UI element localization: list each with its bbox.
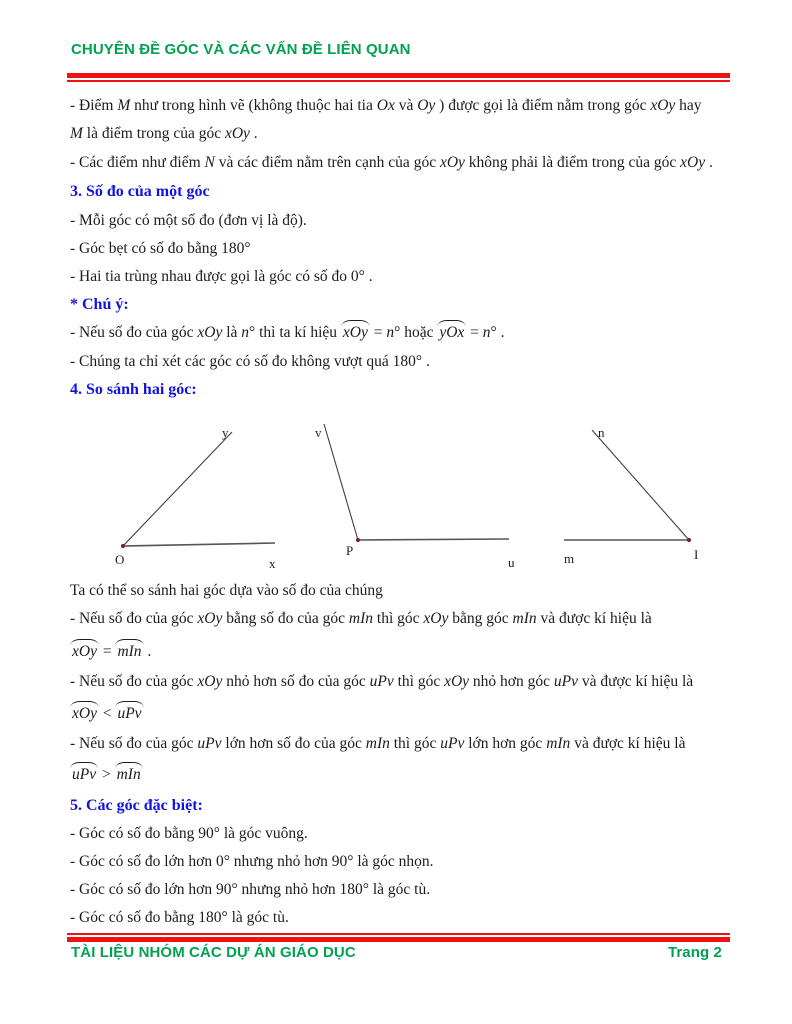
text-run: uPv bbox=[553, 673, 578, 690]
text-run: thì góc bbox=[373, 610, 424, 627]
document-title: CHUYÊN ĐỀ GÓC VÀ CÁC VẤN ĐỀ LIÊN QUAN bbox=[71, 41, 411, 58]
text-run: ° . bbox=[490, 324, 505, 341]
paragraph-line bbox=[70, 239, 730, 259]
text-run: hay bbox=[675, 97, 702, 114]
text-run: M bbox=[117, 97, 131, 114]
paragraph-line bbox=[70, 824, 730, 844]
text-run: - Góc có số đo bằng 90° là góc vuông. bbox=[70, 825, 308, 842]
text-run: . bbox=[249, 125, 258, 142]
text-run: . bbox=[143, 643, 152, 660]
paragraph-line bbox=[70, 267, 730, 287]
page-number: Trang 2 bbox=[667, 944, 722, 961]
vertex-dot bbox=[356, 538, 360, 542]
text-run: Ox bbox=[376, 97, 395, 114]
angle-notation: mIn bbox=[117, 643, 142, 660]
paragraph-line bbox=[70, 323, 730, 343]
paragraph-line bbox=[70, 908, 730, 928]
text-run: lớn hơn góc bbox=[464, 735, 547, 752]
ray-label-u: u bbox=[508, 555, 515, 570]
vertex-dot bbox=[121, 544, 125, 548]
text-run: - Nếu số đo của góc bbox=[70, 673, 198, 690]
text-run: - Chúng ta chỉ xét các góc có số đo không vượt quá 180° . bbox=[70, 353, 430, 370]
text-run: - Nếu số đo của góc bbox=[70, 735, 198, 752]
paragraph-line bbox=[70, 96, 730, 116]
text-run: và được kí hiệu là bbox=[577, 673, 694, 690]
text-run: = bbox=[466, 324, 483, 341]
footer-rule bbox=[67, 933, 730, 942]
angle-notation: xOy bbox=[342, 324, 368, 341]
paragraph-line bbox=[70, 734, 730, 754]
text-run: nhỏ hơn góc bbox=[469, 673, 554, 690]
text-run: = bbox=[369, 324, 387, 341]
text-run: mIn bbox=[512, 610, 537, 627]
text-run: xOy bbox=[680, 154, 706, 171]
angle-notation: uPv bbox=[72, 766, 97, 783]
angle-notation: mIn bbox=[116, 766, 141, 783]
text-run: lớn hơn số đo của góc bbox=[221, 735, 366, 752]
text-run: - Nếu số đo của góc bbox=[70, 610, 198, 627]
text-run: bằng số đo của góc bbox=[222, 610, 349, 627]
angle-notation: xOy bbox=[72, 705, 97, 722]
note-heading: * Chú ý: bbox=[70, 296, 129, 313]
ray-label-v: v bbox=[315, 425, 322, 440]
formula-line bbox=[70, 704, 730, 724]
vertex-label-I: I bbox=[694, 547, 699, 562]
text-run: mIn bbox=[365, 735, 390, 752]
paragraph-line bbox=[70, 352, 730, 372]
text-run: xOy bbox=[197, 324, 223, 341]
text-run: và bbox=[394, 97, 418, 114]
text-run: và được kí hiệu là bbox=[536, 610, 652, 627]
text-run: uPv bbox=[197, 735, 222, 752]
ray-label-m: m bbox=[564, 551, 575, 566]
section-heading-5: 5. Các góc đặc biệt: bbox=[70, 797, 203, 814]
text-run: mIn bbox=[348, 610, 374, 627]
text-run: xOy bbox=[423, 610, 449, 627]
text-run: n bbox=[482, 324, 491, 341]
text-run: - Góc bẹt có số đo bằng 180° bbox=[70, 240, 251, 257]
ray-label-n: n bbox=[598, 425, 605, 440]
text-run: thì góc bbox=[393, 673, 445, 690]
formula-line bbox=[70, 765, 730, 785]
ray-label-y: y bbox=[222, 425, 229, 440]
text-run: - Góc có số đo lớn hơn 90° nhưng nhỏ hơn 180° là góc tù. bbox=[70, 881, 431, 898]
text-run: như trong hình vẽ (không thuộc hai tia bbox=[130, 97, 377, 114]
text-run: N bbox=[204, 154, 215, 171]
text-run: mIn bbox=[546, 735, 571, 752]
text-run: n bbox=[386, 324, 395, 341]
paragraph-line bbox=[70, 153, 730, 173]
text-run: xOy bbox=[650, 97, 676, 114]
paragraph-line bbox=[70, 211, 730, 231]
paragraph-line bbox=[70, 672, 730, 692]
vertex-label-O: O bbox=[115, 552, 125, 567]
angle-figure-mIn bbox=[540, 415, 710, 573]
text-run: xOy bbox=[444, 673, 470, 690]
paragraph-line bbox=[70, 124, 730, 144]
text-run: và các điểm nằm trên cạnh của góc bbox=[214, 154, 440, 171]
ray-label-x: x bbox=[269, 556, 276, 571]
text-run: - Hai tia trùng nhau được gọi là góc có số đo 0° . bbox=[70, 268, 373, 285]
text-run: - Các điểm như điểm bbox=[70, 154, 205, 171]
angle-figure-uPv bbox=[300, 415, 520, 573]
text-run: xOy bbox=[197, 673, 223, 690]
text-run: xOy bbox=[439, 154, 465, 171]
footer-text: TÀI LIỆU NHÓM CÁC DỰ ÁN GIÁO DỤC bbox=[71, 944, 356, 961]
formula-line bbox=[70, 642, 730, 662]
text-run: bằng góc bbox=[448, 610, 513, 627]
text-run: Oy bbox=[417, 97, 436, 114]
text-run: uPv bbox=[440, 735, 465, 752]
paragraph-line bbox=[70, 581, 730, 601]
text-run: ° hoặc bbox=[394, 324, 438, 341]
text-run: xOy bbox=[197, 610, 223, 627]
text-run: xOy bbox=[224, 125, 250, 142]
text-run: thì góc bbox=[389, 735, 441, 752]
text-run: nhỏ hơn số đo của góc bbox=[222, 673, 370, 690]
text-run: là điểm trong của góc bbox=[82, 125, 225, 142]
text-run: - Góc có số đo lớn hơn 0° nhưng nhỏ hơn 90° là góc nhọn. bbox=[70, 853, 434, 870]
section-heading-4: 4. So sánh hai góc: bbox=[70, 381, 197, 398]
angle-notation: uPv bbox=[117, 705, 142, 722]
angle-figure-xOy bbox=[105, 415, 295, 573]
text-run: M bbox=[70, 125, 83, 142]
text-run: không phải là điểm trong của góc bbox=[464, 154, 681, 171]
text-run: < bbox=[98, 705, 116, 722]
text-run: và được kí hiệu là bbox=[570, 735, 686, 752]
angle-notation: xOy bbox=[72, 643, 97, 660]
text-run: ° thì ta kí hiệu bbox=[249, 324, 341, 341]
text-run: là bbox=[222, 324, 242, 341]
text-run: - Mỗi góc có một số đo (đơn vị là độ). bbox=[70, 212, 307, 229]
text-run: = bbox=[98, 643, 116, 660]
text-run: ) được gọi là điểm nằm trong góc bbox=[435, 97, 651, 114]
paragraph-line bbox=[70, 609, 730, 629]
paragraph-line bbox=[70, 852, 730, 872]
text-run: - Điểm bbox=[70, 97, 118, 114]
text-run: uPv bbox=[369, 673, 394, 690]
text-run: > bbox=[98, 766, 115, 783]
section-heading-3: 3. Số đo của một góc bbox=[70, 183, 210, 200]
paragraph-line bbox=[70, 880, 730, 900]
text-run: - Góc có số đo bằng 180° là góc tù. bbox=[70, 909, 289, 926]
text-run: - Nếu số đo của góc bbox=[70, 324, 198, 341]
angle-notation: yOx bbox=[439, 324, 465, 341]
vertex-label-P: P bbox=[346, 543, 354, 558]
header-rule bbox=[67, 73, 730, 82]
text-run: . bbox=[705, 154, 713, 171]
text-run: Ta có thể so sánh hai góc dựa vào số đo của chúng bbox=[70, 582, 383, 599]
vertex-dot bbox=[687, 538, 691, 542]
text-run: n bbox=[241, 324, 250, 341]
